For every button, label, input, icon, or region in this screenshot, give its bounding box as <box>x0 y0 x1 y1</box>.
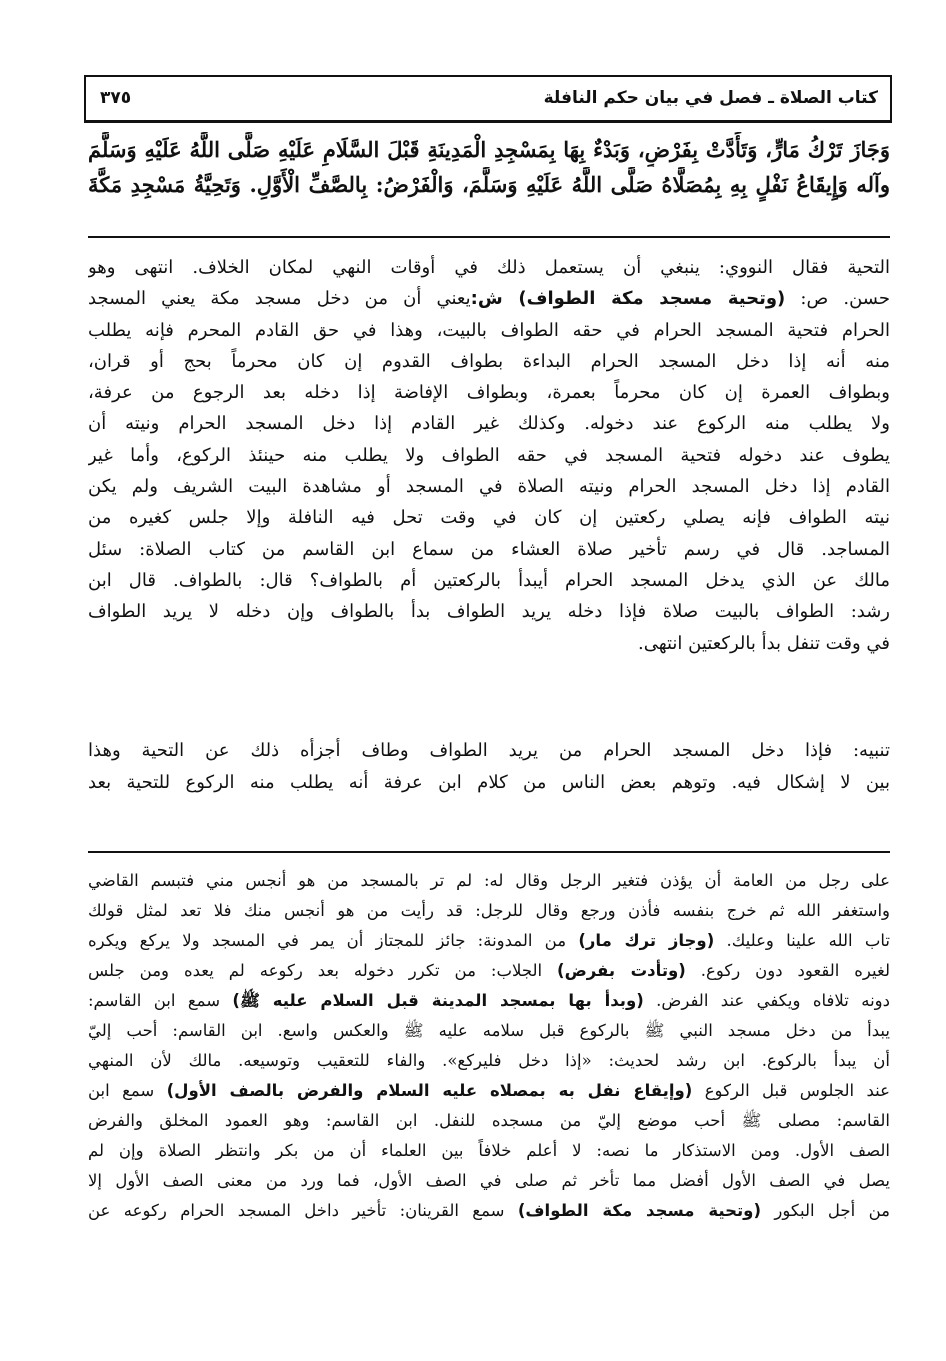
text-run: الجلاب: من تكرر دخوله بعد ركوعه لم يعده ومن جلس <box>88 961 558 980</box>
text-run: يطوف عند دخوله فتحية المسجد في حقه الطواف ولا يطلب منه حينئذ الركوع، وأما غير <box>88 444 890 466</box>
text-line <box>88 1106 890 1136</box>
text-run: بين لا إشكال فيه. وتوهم بعض الناس من كلام ابن عرفة أنه يطلب منه الركوع للتحية بعد <box>88 771 890 793</box>
text-line <box>88 1076 890 1106</box>
bold-quote: (وبدأ بها بمسجد المدينة قبل السلام عليه ﷺ) <box>232 991 644 1010</box>
text-run: عند الجلوس قبل الركوع <box>692 1081 890 1100</box>
text-run: من المدونة: جائز للمجتاز أن يمر في المسجد ولا يركع ويكره <box>88 931 579 950</box>
text-run: دونه تلافاه ويكفي عند الفرض. <box>643 991 890 1010</box>
commentary-text <box>88 252 890 659</box>
text-line <box>88 167 890 202</box>
text-run: يعني أن من دخل مسجد مكة يعني المسجد <box>88 288 471 310</box>
text-line <box>88 534 890 565</box>
text-run: حسن. ص: <box>785 288 890 310</box>
text-run: لغيره القعود دون ركوع. <box>685 961 890 980</box>
text-line <box>88 315 890 346</box>
text-run: التحية فقال النووي: ينبغي أن يستعمل ذلك في أوقات النهي لمكان الخلاف. انتهى وهو <box>88 257 890 278</box>
text-run: وَجَازَ تَرْكُ مَارٍّ، وَتَأَدَّتْ بِفَرْضٍ، وَبَدْءٌ بِهَا بِمَسْجِدِ الْمَدِينَةِ قَبْلَ السَّلَامِ عَلَيْهِ صَلَّى اللَّهُ عَلَيْهِ وَسَلَّمَ <box>88 137 890 162</box>
text-line <box>88 1046 890 1076</box>
text-run: وآله وَإِيقَاعُ نَفْلٍ بِهِ بِمُصَلَّاهُ صَلَّى اللَّهُ عَلَيْهِ وَسَلَّمَ، وَالْفَرْضُ: بِالصَّفِّ الْأَوَّلِ. وَتَحِيَّةُ مَسْجِدِ مَكَّةَ <box>88 172 890 197</box>
text-line <box>88 377 890 408</box>
text-run: منه أنه إذا دخل المسجد الحرام البداءة بطواف القدوم إن كان محرماً بحج أو قران، <box>88 350 890 372</box>
text-line <box>88 1166 890 1196</box>
text-line <box>88 628 890 659</box>
text-line <box>88 440 890 471</box>
text-line <box>88 502 890 533</box>
bold-quote: (وتأدت بفرض) <box>557 961 686 980</box>
text-run: يبدأ من دخل مسجد النبي ﷺ بالركوع قبل سلامه عليه ﷺ والعكس واسع. ابن القاسم: أحب إليّ <box>88 1021 890 1040</box>
matn-text <box>88 132 890 202</box>
bold-quote: (وإيقاع نفل به بمصلاه عليه السلام والفرض بالصف الأول) <box>166 1081 693 1100</box>
text-line <box>88 926 890 956</box>
tanbih-paragraph <box>88 735 890 798</box>
matn-divider <box>88 236 890 238</box>
text-line <box>88 283 890 314</box>
text-line <box>88 866 890 896</box>
text-run: ولا يطلب منه الركوع عند دخوله. وكذلك غير القادم إذا دخل المسجد الحرام ونيته أن <box>88 413 890 435</box>
running-header <box>84 75 892 123</box>
text-run: وبطواف العمرة إن كان محرماً بعمرة، وبطواف الإفاضة إذا دخله بعد الرجوع من عرفة، <box>88 382 890 404</box>
bold-quote: (وجاز ترك مار) <box>578 931 715 950</box>
text-run: القادم إذا دخل المسجد الحرام ونيته الصلاة في المسجد أو مشاهدة البيت الشريف ولم يكن <box>88 476 890 498</box>
text-line <box>88 956 890 986</box>
text-run: مالك عن الذي يدخل المسجد الحرام أيبدأ بالركعتين أم بالطواف؟ قال: بالطواف. قال ابن <box>88 569 890 591</box>
text-run: تاب الله علينا وعليك. <box>714 931 890 950</box>
text-run: سمع ابن القاسم: <box>88 991 233 1010</box>
text-run: أن يبدأ بالركوع. ابن رشد لحديث: «إذا دخل فليركع». والفاء للتعقيب وتوسيعه. مالك لأن المنهي <box>88 1051 890 1070</box>
text-run: الحرام فتحية المسجد الحرام في حقه الطواف بالبيت، وهذا في حق القادم المحرم فإنه يطلب <box>88 319 890 341</box>
text-line <box>88 735 890 767</box>
text-line <box>88 471 890 502</box>
text-run: سمع ابن <box>88 1081 167 1100</box>
text-run: على رجل من العامة أن يؤذن فتغير الرجل وقال له: لم تر بالمسجد من هو أنجس مني فتبسم القاضي <box>88 871 890 890</box>
text-line <box>88 596 890 627</box>
text-line <box>88 346 890 377</box>
text-run: رشد: الطواف بالبيت صلاة فإذا دخله يريد الطواف بدأ بالطواف وإن دخله لا يريد الطواف <box>88 601 890 623</box>
footnote-text <box>88 866 890 1226</box>
text-run: من أجل البكور <box>760 1201 890 1220</box>
bold-quote: (وتحية مسجد مكة الطواف) ش: <box>470 288 786 310</box>
text-run: يصل في الصف الأول أفضل مما تأخر ثم صلى في الصف الأول، فما ورد من معنى الصف الأول إلا <box>88 1171 890 1190</box>
text-line <box>88 1016 890 1046</box>
text-line <box>88 767 890 799</box>
text-line <box>88 132 890 167</box>
text-run: واستغفر الله ثم خرج بنفسه فأذن ورجع وقال للرجل: قد رأيت من هو أنجس منك فلا تعد لمثل قولك <box>88 901 890 920</box>
bold-quote: (وتحية مسجد مكة الطواف) <box>517 1201 761 1220</box>
chapter-title: كتاب الصلاة ـ فصل في بيان حكم النافلة <box>543 88 878 108</box>
text-line <box>88 252 890 283</box>
text-line <box>88 896 890 926</box>
page-number: ٣٧٥ <box>100 88 132 108</box>
text-line <box>88 1136 890 1166</box>
footnote-divider <box>88 851 890 853</box>
text-run: المساجد. قال في رسم تأخير صلاة العشاء من سماع ابن القاسم من كتاب الصلاة: سئل <box>88 538 890 560</box>
text-run: في وقت تنفل بدأ بالركعتين انتهى. <box>637 632 890 654</box>
text-run: نيته الطواف فإنه يصلي ركعتين إن كان في وقت تحل فيه النافلة وإلا جلس كغيره من <box>88 507 890 529</box>
text-run: تنبيه: فإذا دخل المسجد الحرام من يريد الطواف وطاف أجزأه ذلك عن التحية وهذا <box>88 740 890 761</box>
text-run: سمع القرينان: تأخير داخل المسجد الحرام ركوعه عن <box>88 1201 518 1220</box>
text-run: القاسم: مصلى ﷺ أحب موضع إليّ من مسجده للنفل. ابن القاسم: وهو العمود المخلق والفرض <box>88 1111 890 1130</box>
text-line <box>88 565 890 596</box>
text-line <box>88 986 890 1016</box>
text-run: الصف الأول. ومن الاستذكار ما نصه: لا أعلم خلافاً بين العلماء أن من بكر وانتظر الصلاة وإن لم <box>88 1141 890 1160</box>
text-line <box>88 408 890 439</box>
text-line <box>88 1196 890 1226</box>
